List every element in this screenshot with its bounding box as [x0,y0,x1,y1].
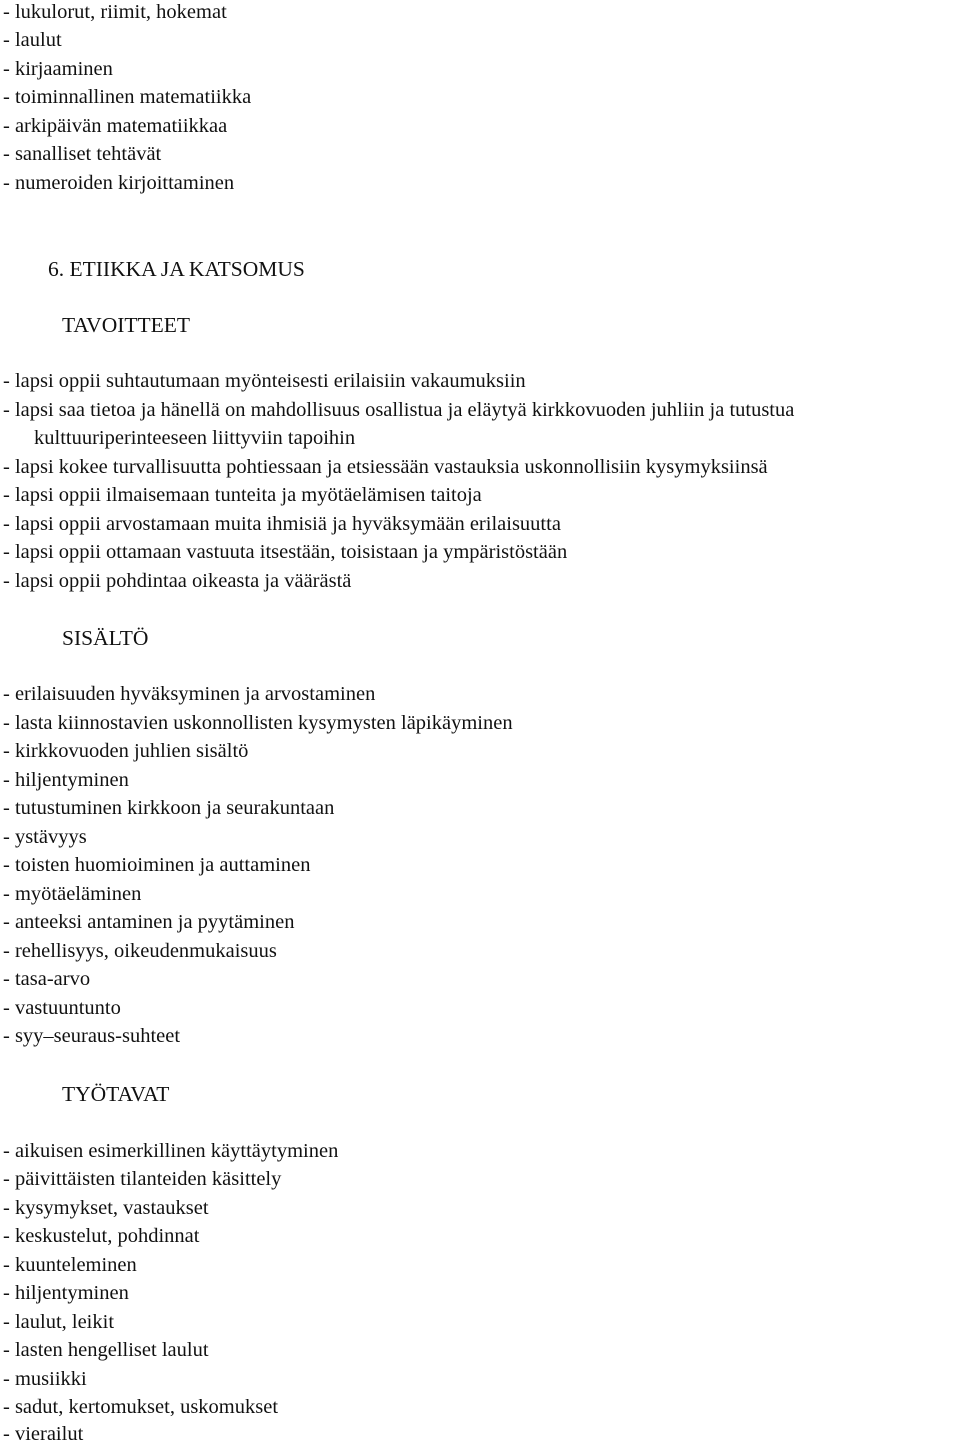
content-item: - myötäeläminen [3,883,142,905]
method-item: - päivittäisten tilanteiden käsittely [3,1168,282,1190]
goals-heading: TAVOITTEET [62,313,191,337]
goal-item: - lapsi oppii pohdintaa oikeasta ja väärästä [3,570,352,592]
content-item: - vastuuntunto [3,997,121,1019]
method-item: - musiikki [3,1368,87,1390]
method-item: - sadut, kertomukset, uskomukset [3,1396,279,1418]
content-heading: SISÄLTÖ [62,626,149,650]
method-item: - vierailut [3,1423,84,1445]
method-item: - kysymykset, vastaukset [3,1197,209,1219]
method-item: - keskustelut, pohdinnat [3,1225,200,1247]
list-item: - kirjaaminen [3,58,113,80]
method-item: - aikuisen esimerkillinen käyttäytyminen [3,1140,339,1162]
goal-item: - lapsi oppii suhtautumaan myönteisesti erilaisiin vakaumuksiin [3,370,526,392]
list-item: - laulut [3,29,62,51]
content-item: - syy–seuraus-suhteet [3,1025,181,1047]
content-item: - kirkkovuoden juhlien sisältö [3,740,249,762]
content-item: - toisten huomioiminen ja auttaminen [3,854,311,876]
content-item: - tasa-arvo [3,968,91,990]
section-title: 6. ETIIKKA JA KATSOMUS [48,257,305,281]
content-item: - anteeksi antaminen ja pyytäminen [3,911,295,933]
content-item: - ystävyys [3,826,87,848]
list-item: - lukulorut, riimit, hokemat [3,1,227,23]
goal-item: - lapsi oppii ottamaan vastuuta itsestään, toisistaan ja ympäristöstään [3,541,568,563]
content-item: - tutustuminen kirkkoon ja seurakuntaan [3,797,335,819]
list-item: - toiminnallinen matematiikka [3,86,252,108]
method-item: - lasten hengelliset laulut [3,1339,209,1361]
method-item: - kuunteleminen [3,1254,137,1276]
list-item: - arkipäivän matematiikkaa [3,115,228,137]
content-item: - lasta kiinnostavien uskonnollisten kysymysten läpikäyminen [3,712,513,734]
list-item: - sanalliset tehtävät [3,143,162,165]
method-item: - hiljentyminen [3,1282,129,1304]
method-item: - laulut, leikit [3,1311,115,1333]
content-item: - erilaisuuden hyväksyminen ja arvostaminen [3,683,376,705]
goal-item-continuation: kulttuuriperinteeseen liittyviin tapoihin [34,427,356,449]
list-item: - numeroiden kirjoittaminen [3,172,235,194]
goal-item: - lapsi oppii arvostamaan muita ihmisiä ja hyväksymään erilaisuutta [3,513,561,535]
content-item: - hiljentyminen [3,769,129,791]
goal-item: - lapsi saa tietoa ja hänellä on mahdollisuus osallistua ja eläytyä kirkkovuoden juhliin ja tutustua [3,399,795,421]
content-item: - rehellisyys, oikeudenmukaisuus [3,940,277,962]
goal-item: - lapsi kokee turvallisuutta pohtiessaan ja etsiessään vastauksia uskonnollisiin kysymyksiinsä [3,456,768,478]
methods-heading: TYÖTAVAT [62,1082,170,1106]
goal-item: - lapsi oppii ilmaisemaan tunteita ja myötäelämisen taitoja [3,484,482,506]
